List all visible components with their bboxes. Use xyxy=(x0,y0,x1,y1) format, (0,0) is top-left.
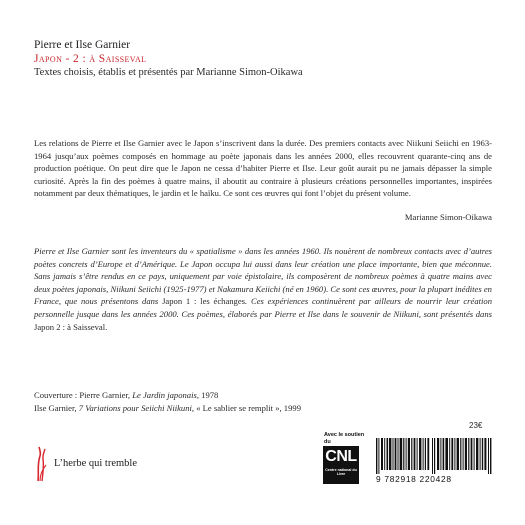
grass-logo-icon xyxy=(34,446,50,482)
bio-text-1: Pierre et Ilse Garnier sont les inventeurs du « spatialisme » dans les années 1960. Ils nouèrent de nombreux contacts avec d’autres poètes concrets d’Europe et d’Amérique. Le Japon occupa lui aussi dans leur création une place importante, bien que méconnue. Sans jamais s’être rendus en ce pays, uniquement par voie épistolaire, ils composèrent de nombreux poèmes à quatre mains avec deux poètes japonais, Niikuni Seiichi (1925-1977) et Nakamura Keiichi (né en 1960). xyxy=(34,246,492,294)
publisher-name: L’herbe qui tremble xyxy=(54,458,138,469)
publisher-logo xyxy=(34,446,184,482)
cnl-logo-sub: Centre national du Livre xyxy=(325,468,357,477)
credit-2-title: 7 Variations pour Seiichi Niikuni xyxy=(78,402,192,413)
credit-2-prefix: Ilse Garnier, xyxy=(34,402,79,413)
support-block xyxy=(320,432,500,484)
bio-paragraph xyxy=(34,245,492,333)
credit-line-1 xyxy=(34,389,301,402)
cnl-logo-letters: CNL xyxy=(325,448,357,465)
credit-line-2 xyxy=(34,402,301,415)
credit-1-prefix: Couverture : Pierre Garnier, xyxy=(34,390,133,400)
barcode-icon xyxy=(376,438,496,474)
bio-text-4: . xyxy=(105,321,108,332)
price: 23€ xyxy=(469,421,483,430)
book-subtitle: Textes choisis, établis et présentés par Marianne Simon-Oikawa xyxy=(34,67,303,78)
intro-paragraph: Les relations de Pierre et Ilse Garnier avec le Japon s’inscrivent dans la durée. Des premiers contacts avec Niikuni Seiichi en 1963-1964 jusqu’aux poèmes composés en hommage au poète japonais dans les années 2000, elles recouvrent quarante-cinq ans de production poétique. On peut dire que le Japon ne cessa d’habiter Pierre et Ilse. Leur goût aurait pu ne jamais dépasser la simple curiosité. Après la fin des poèmes à quatre mains, il aboutit au contraire à plusieurs créations personnelles importantes, inspirées notamment par deux thématiques, le jardin et le haïku. Ce sont ces œuvres qui font l’objet du présent volume. xyxy=(34,138,492,199)
cnl-logo xyxy=(323,446,359,484)
bio-text-2: Ce sont ces œuvres, pour la plupart inédites en France, que nous présentons dans xyxy=(34,283,492,307)
support-caption: Avec le soutien du xyxy=(324,432,365,445)
authors: Pierre et Ilse Garnier xyxy=(34,39,131,51)
credit-1-title: Le Jardin japonais xyxy=(132,390,197,400)
bio-book-1: Japon 1 : les échanges xyxy=(162,296,246,307)
bio-text-3: . Ces expériences continuèrent par ailleurs de nourrir leur création personnelle jusque dans les années 2000. Ces poèmes, élaborés par Pierre et Ilse dans le souvenir de Niikuni, sont présentés dans xyxy=(34,296,492,319)
book-title: Japon - 2 : à Saisseval xyxy=(34,53,147,65)
intro-signature: Marianne Simon-Oikawa xyxy=(404,212,492,222)
isbn-number: 9 782918 220428 xyxy=(376,474,452,484)
cover-credits xyxy=(34,389,301,414)
credit-1-suffix: , 1978 xyxy=(196,390,219,400)
bio-book-2: Japon 2 : à Saisseval xyxy=(34,321,106,332)
credit-2-suffix: , « Le sablier se remplit », 1999 xyxy=(191,402,301,413)
